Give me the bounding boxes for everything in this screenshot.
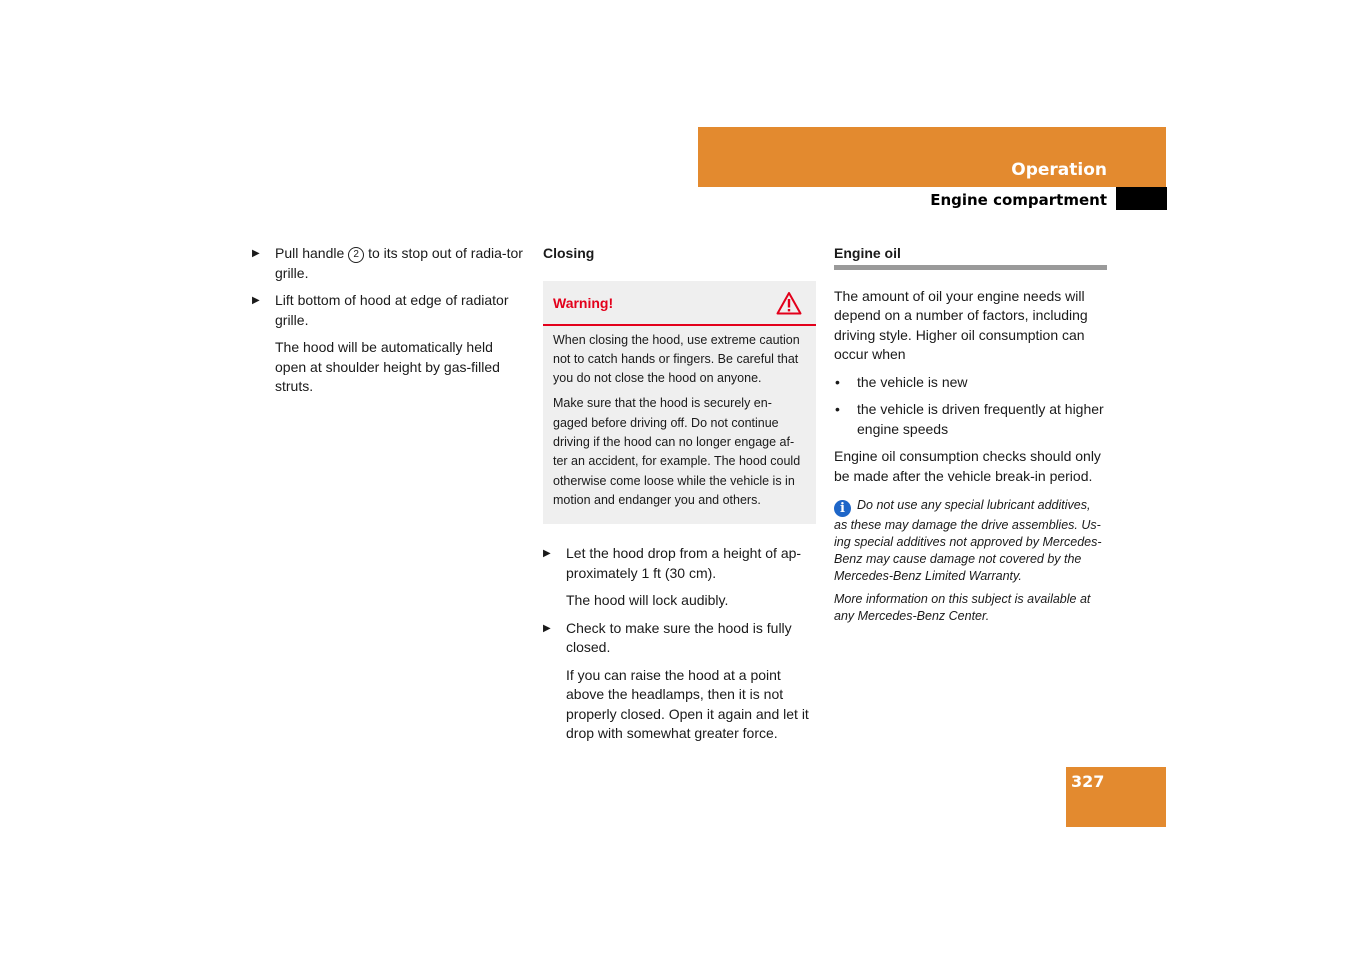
warning-paragraph: Make sure that the hood is securely en-gaged before driving off. Do not continue driving if the hood can no longer engage af-ter an accident, for example. The hood could otherwise come loose while the vehicle is in motion and endanger you and others.: [553, 396, 801, 507]
column-closing: [543, 244, 816, 752]
step-lift-hood: [252, 291, 527, 330]
warning-triangle-icon: [776, 291, 802, 315]
callout-marker: 2: [348, 247, 364, 263]
info-note: [834, 497, 1107, 625]
bullet-icon: •: [835, 373, 840, 390]
section-title: Operation: [1011, 160, 1107, 180]
triangle-right-icon: ▶: [543, 622, 551, 634]
triangle-right-icon: ▶: [252, 295, 260, 306]
column-engine-oil: [834, 244, 1107, 631]
warning-header: [543, 281, 816, 326]
closing-heading: Closing: [543, 245, 595, 261]
column-opening: [252, 244, 527, 405]
subsection-title: Engine compartment: [930, 191, 1107, 209]
engine-oil-conditions: [834, 373, 1107, 440]
step-drop-hood: [543, 544, 816, 583]
list-item: [834, 400, 1107, 439]
warning-paragraph: When closing the hood, use extreme caution not to catch hands or fingers. Be careful that you do not close the hood on anyone.: [553, 332, 800, 386]
engine-oil-check-note: Engine oil consumption checks should only be made after the vehicle break-in period.: [834, 448, 1101, 484]
triangle-right-icon: ▶: [543, 548, 551, 560]
engine-oil-intro: The amount of oil your engine needs will depend on a number of factors, including driving style. Higher oil consumption can occur when: [834, 287, 1088, 362]
warning-box: [543, 281, 816, 525]
step-text: to its stop out of radia-tor grille.: [275, 245, 523, 281]
step-result: If you can raise the hood at a point above the headlamps, then it is not properly closed. Open it again and let it drop with somewhat greater force.: [566, 666, 809, 742]
step-result: The hood will lock audibly.: [566, 592, 729, 609]
list-item-text: the vehicle is driven frequently at higher engine speeds: [857, 401, 1104, 437]
warning-title: Warning!: [553, 294, 614, 311]
step-check-hood: [543, 619, 816, 658]
step-text: Lift bottom of hood at edge of radiator grille.: [275, 292, 509, 328]
info-text: Do not use any special lubricant additives, as these may damage the drive assemblies. Us-ing special additives not approved by Mercedes-Benz may cause damage not covered by the Mercedes-Benz Limited Warranty.: [834, 498, 1102, 583]
triangle-right-icon: ▶: [252, 248, 260, 259]
info-paragraph: [834, 497, 1107, 585]
step-text: Pull handle: [275, 245, 345, 261]
step-text: Check to make sure the hood is fully closed.: [566, 619, 792, 656]
warning-body: [543, 326, 816, 525]
list-item: [834, 373, 1107, 393]
step-text: Let the hood drop from a height of ap-proximately 1 ft (30 cm).: [566, 545, 802, 581]
info-paragraph: More information on this subject is available at any Mercedes-Benz Center.: [834, 592, 1091, 623]
bullet-icon: •: [835, 401, 840, 417]
list-item-text: the vehicle is new: [857, 373, 968, 390]
section-tab-marker: [1116, 187, 1167, 210]
engine-oil-heading: Engine oil: [834, 244, 1107, 270]
step-pull-handle: [252, 244, 527, 283]
step-result: The hood will be automatically held open at shoulder height by gas-filled struts.: [275, 339, 500, 394]
page-number: 327: [1071, 772, 1105, 791]
info-icon: i: [834, 500, 851, 517]
